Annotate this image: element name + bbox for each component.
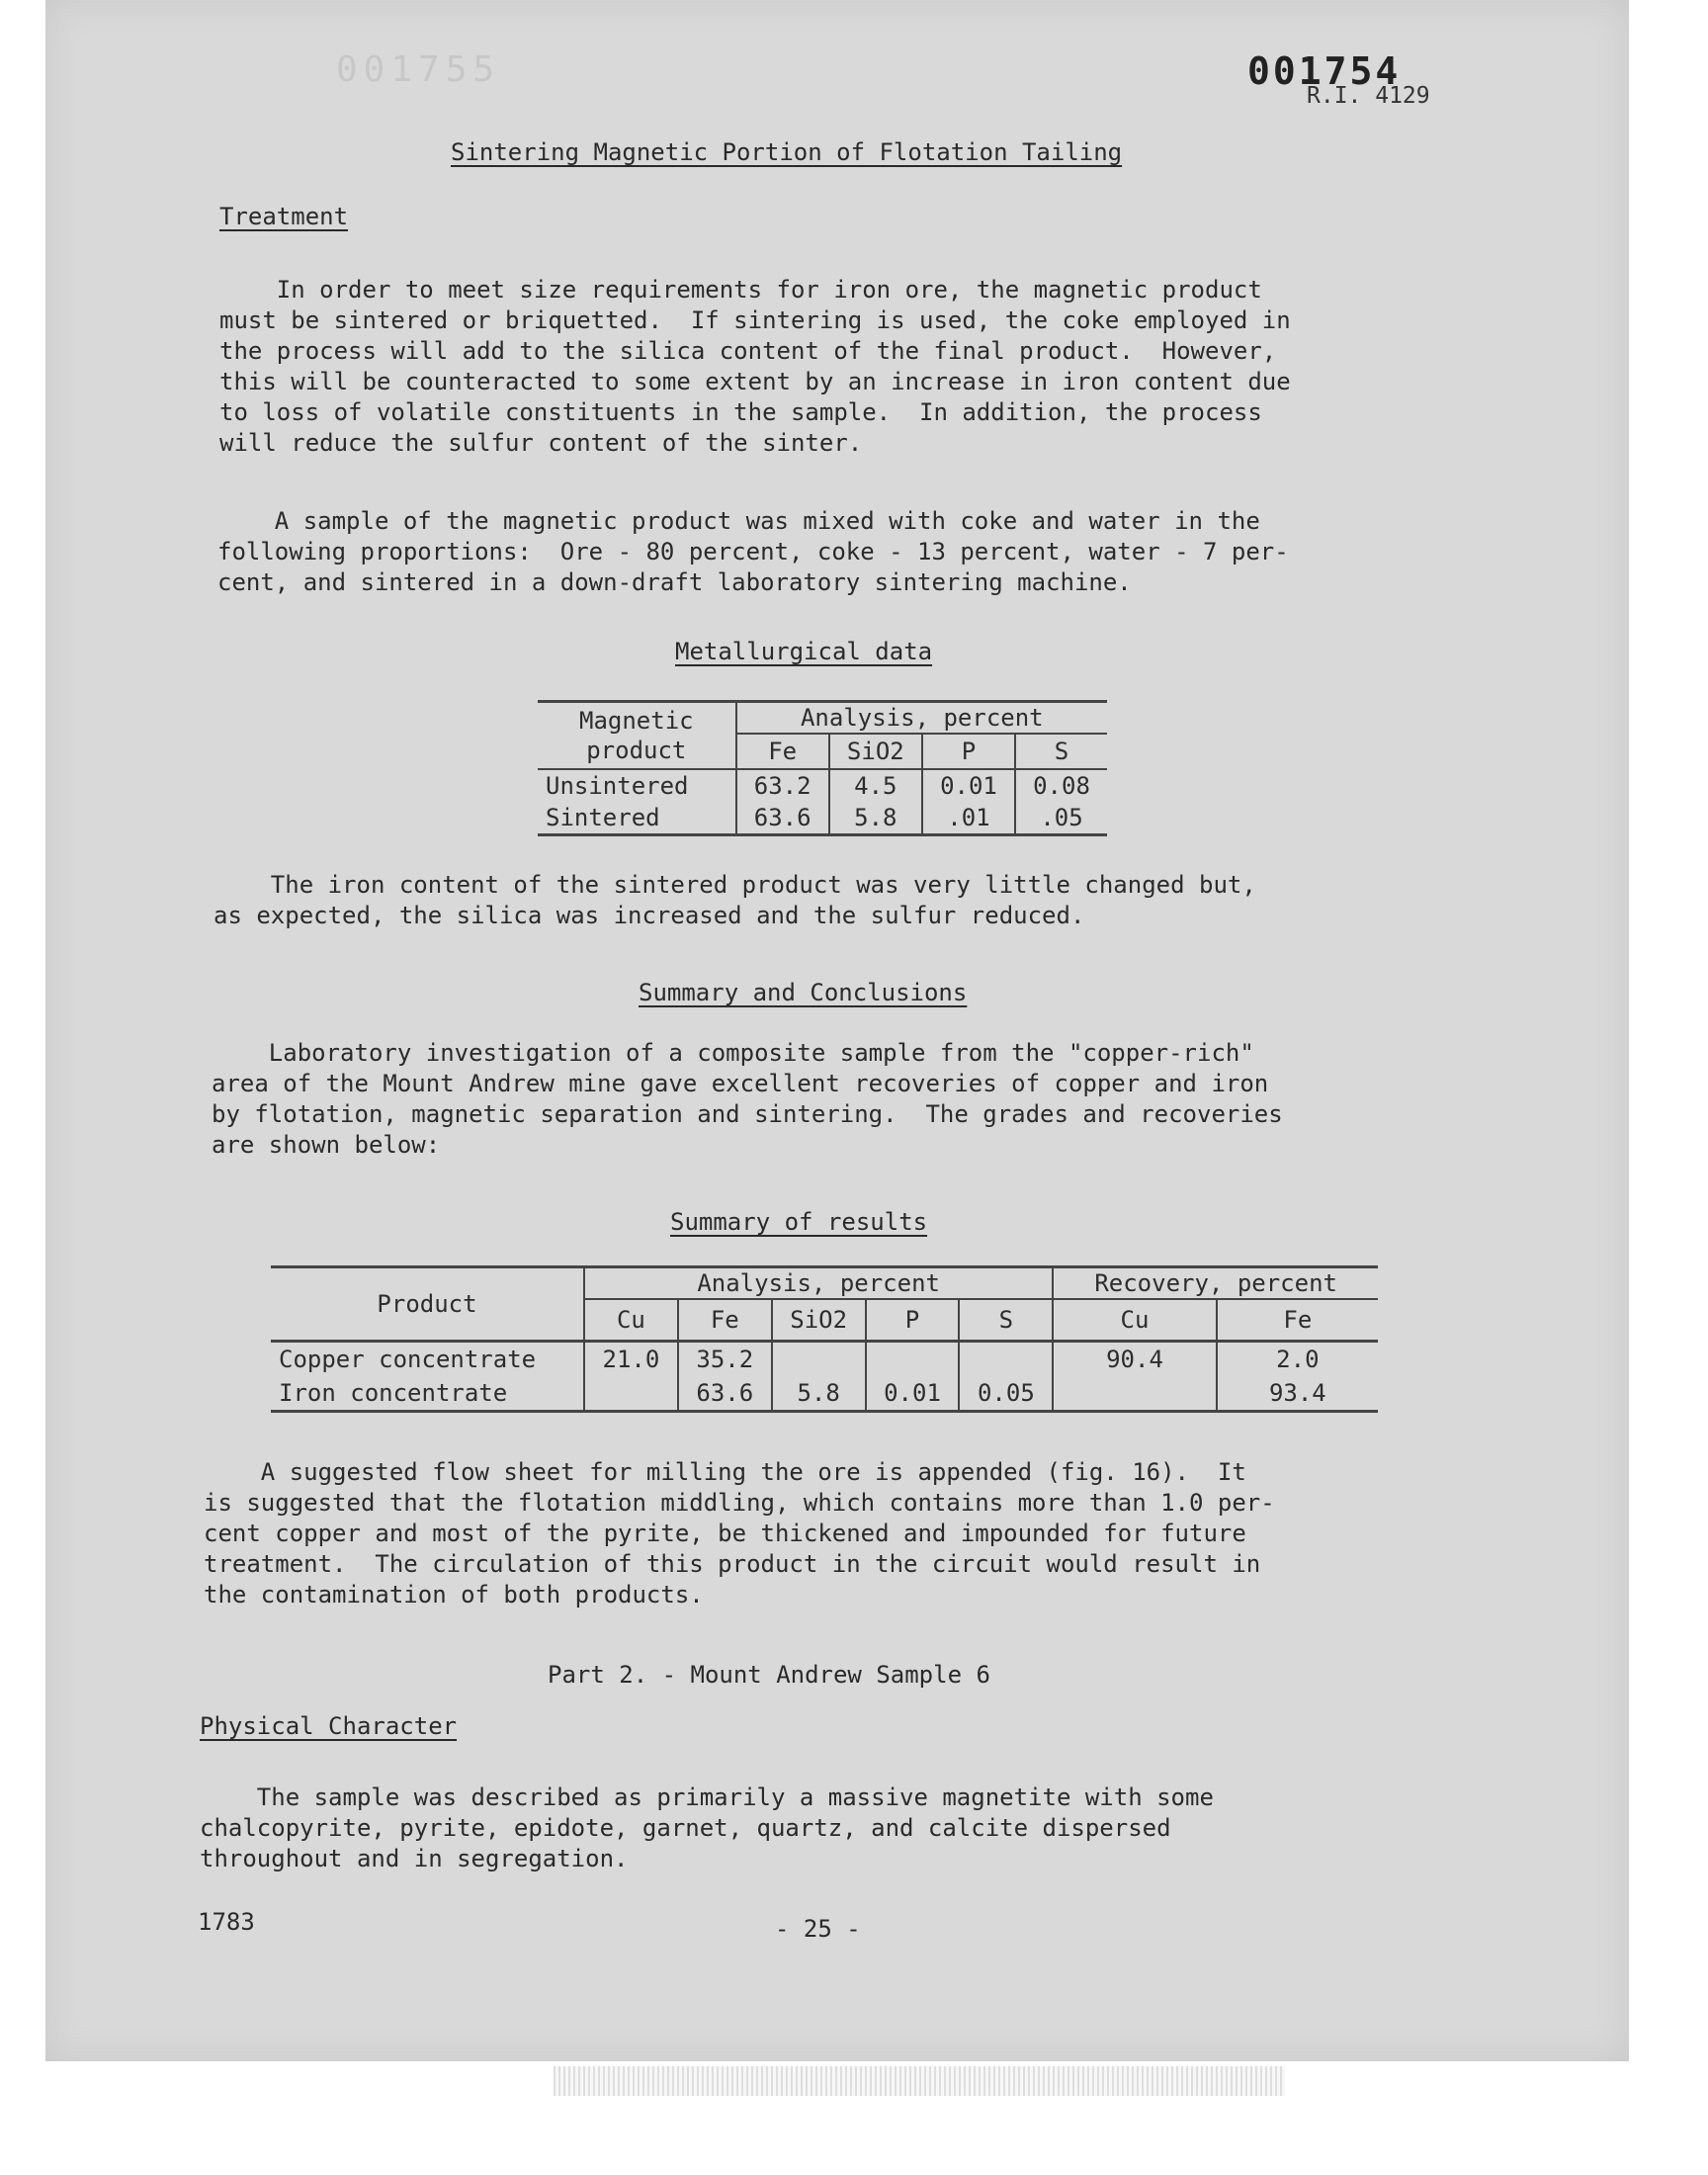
text-line: by flotation, magnetic separation and sintering. The grades and recoveries (212, 1100, 1283, 1128)
treatment-paragraph-2 (217, 506, 1289, 598)
cell-recovery-fe: 2.0 (1276, 1346, 1320, 1373)
text-line: The iron content of the sintered product was very little changed but, (214, 871, 1256, 899)
results-table-title: Summary of results (670, 1208, 928, 1236)
cell-fe: 35.2 (678, 1342, 772, 1377)
text-line: cent copper and most of the pyrite, be thickened and impounded for future (204, 1520, 1246, 1547)
text-line: as expected, the silica was increased and the sulfur reduced. (214, 902, 1085, 929)
physical-character-paragraph (200, 1783, 1214, 1874)
cell-fe: 63.2 (736, 769, 829, 802)
column-header-sio2: SiO2 (829, 734, 922, 769)
page-number: - 25 - (775, 1915, 861, 1943)
text-line: to loss of volatile constituents in the sample. In addition, the process (219, 398, 1262, 426)
cell-fe: 63.6 (736, 802, 829, 835)
column-header-s: S (959, 1299, 1053, 1342)
summary-paragraph (212, 1038, 1283, 1161)
text-line: chalcopyrite, pyrite, epidote, garnet, quartz, and calcite dispersed (200, 1814, 1171, 1842)
table-row (538, 769, 1107, 802)
column-header-fe: Fe (736, 734, 829, 769)
cell-s: .05 (1015, 802, 1107, 835)
physical-character-heading: Physical Character (200, 1712, 458, 1740)
section-title: Sintering Magnetic Portion of Flotation Tailing (451, 138, 1123, 166)
part-2-title: Part 2. - Mount Andrew Sample 6 (548, 1661, 990, 1689)
text-line: this will be counteracted to some extent by an increase in iron content due (219, 368, 1291, 395)
summary-heading: Summary and Conclusions (639, 979, 968, 1006)
cell-s (959, 1342, 1053, 1377)
cell-p: 0.01 (922, 769, 1015, 802)
cell-sio2: 4.5 (829, 769, 922, 802)
column-header-fe: Fe (678, 1299, 772, 1342)
cell-sio2: 5.8 (829, 802, 922, 835)
cell-cu: 21.0 (584, 1342, 678, 1377)
column-header-cu: Cu (584, 1299, 678, 1342)
text-line: the process will add to the silica content of the final product. However, (219, 337, 1277, 365)
metallurgical-data-table (538, 700, 1107, 836)
text-line: will reduce the sulfur content of the sinter. (219, 429, 863, 457)
cell-recovery-cu (1053, 1376, 1216, 1412)
text-line: are shown below: (212, 1131, 441, 1159)
scan-edge-artifact (554, 2066, 1285, 2096)
cell-s: 0.05 (959, 1376, 1053, 1412)
cell-recovery-cu: 90.4 (1053, 1342, 1216, 1377)
cell-p (866, 1342, 960, 1377)
cell-recovery-fe: 93.4 (1217, 1376, 1378, 1412)
text-line: the contamination of both products. (204, 1581, 704, 1609)
cell-sio2 (772, 1342, 866, 1377)
row-product: Copper concentrate (271, 1342, 584, 1377)
group-header-analysis: Analysis, percent (736, 702, 1107, 735)
text-line: must be sintered or briquetted. If sintering is used, the coke employed in (219, 306, 1291, 334)
text-line: following proportions: Ore - 80 percent, coke - 13 percent, water - 7 per- (217, 538, 1289, 566)
table-header-row (538, 702, 1107, 735)
treatment-paragraph-1 (219, 275, 1291, 459)
column-header-product: Product (271, 1267, 584, 1342)
treatment-heading: Treatment (219, 203, 349, 230)
report-id: R.I. 4129 (1307, 83, 1430, 109)
text-line: A suggested flow sheet for milling the ore is appended (fig. 16). It (204, 1458, 1246, 1486)
text-line: treatment. The circulation of this product in the circuit would result in (204, 1550, 1261, 1578)
cell-s: 0.08 (1033, 772, 1090, 800)
column-header-sio2: SiO2 (772, 1299, 866, 1342)
iron-content-paragraph (214, 870, 1256, 931)
column-header-recovery-fe: Fe (1217, 1299, 1378, 1342)
column-header-s: S (1015, 734, 1107, 769)
text-line: is suggested that the flotation middling, which contains more than 1.0 per- (204, 1489, 1275, 1517)
text-line: In order to meet size requirements for iron ore, the magnetic product (219, 276, 1262, 304)
document-stamp-number: 001754 (1247, 49, 1402, 93)
column-header-product (538, 702, 736, 770)
column-header-recovery-cu: Cu (1053, 1299, 1216, 1342)
table-row (271, 1376, 1378, 1412)
flow-sheet-paragraph (204, 1457, 1275, 1610)
row-product: Iron concentrate (271, 1376, 584, 1412)
group-header-analysis: Analysis, percent (584, 1267, 1053, 1300)
cell-cu (584, 1376, 678, 1412)
table-row (271, 1342, 1378, 1377)
summary-of-results-table (271, 1265, 1378, 1413)
cell-p: .01 (922, 802, 1015, 835)
bleedthrough-ghost: 001755 (336, 49, 501, 90)
row-product: Unsintered (538, 769, 736, 802)
cell-p: 0.01 (866, 1376, 960, 1412)
text-line: The sample was described as primarily a massive magnetite with some (200, 1784, 1214, 1811)
footer-document-number: 1783 (198, 1908, 255, 1936)
cell-fe: 63.6 (678, 1376, 772, 1412)
metallurgical-table-title: Metallurgical data (675, 638, 933, 665)
table-row (538, 802, 1107, 835)
text-line: area of the Mount Andrew mine gave excellent recoveries of copper and iron (212, 1070, 1269, 1097)
column-header-product-line1: Magnetic (579, 707, 694, 735)
cell-sio2: 5.8 (772, 1376, 866, 1412)
text-line: Laboratory investigation of a composite sample from the "copper-rich" (212, 1039, 1254, 1067)
text-line: throughout and in segregation. (200, 1845, 629, 1872)
text-line: cent, and sintered in a down-draft laboratory sintering machine. (217, 568, 1132, 596)
group-header-recovery: Recovery, percent (1053, 1267, 1378, 1300)
column-header-p: P (866, 1299, 960, 1342)
row-product: Sintered (538, 802, 736, 835)
table-header-row (271, 1267, 1378, 1300)
text-line: A sample of the magnetic product was mixed with coke and water in the (217, 507, 1260, 535)
column-header-product-line2: product (586, 737, 687, 764)
column-header-p: P (922, 734, 1015, 769)
